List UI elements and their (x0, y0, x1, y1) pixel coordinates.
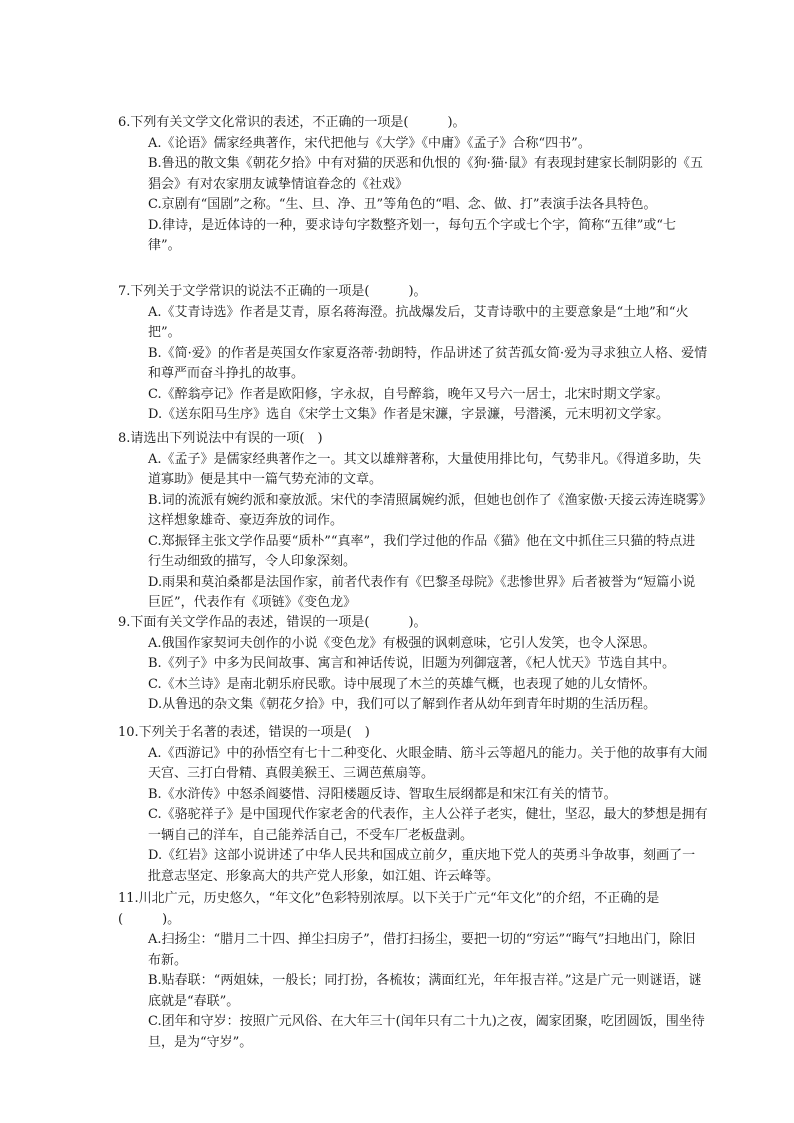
option-a: A.《孟子》是儒家经典著作之一。其文以雄辩著称，大量使用排比句，气势非凡。《得道多助，失道寡助》便是其中一篇气势充沛的文章。 (148, 451, 702, 487)
option-list (118, 450, 708, 614)
question-6 (118, 113, 708, 257)
option-b: B.贴春联：“两姐妹，一般长；同打扮，各梳妆；满面红光，年年报吉祥。”这是广元一则谜语，谜底就是“春联”。 (148, 973, 702, 1009)
option-list (118, 744, 708, 888)
option-list (118, 634, 708, 716)
option-c: C.团年和守岁：按照广元风俗、在大年三十(闰年只有二十九)之夜，阖家团聚，吃团圆饭，围坐待旦，是为“守岁”。 (148, 1014, 705, 1050)
question-7 (118, 282, 708, 426)
question-stem: 8.请选出下列说法中有误的一项( ) (118, 431, 323, 446)
option-d: D.雨果和莫泊桑都是法国作家，前者代表作有《巴黎圣母院》《悲惨世界》后者被誉为“短篇小说巨匠”，代表作有《项链》《变色龙》 (148, 574, 696, 610)
option-c: C.《木兰诗》是南北朝乐府民歌。诗中展现了木兰的英雄气概，也表现了她的儿女情怀。 (148, 676, 656, 692)
option-b: B.鲁迅的散文集《朝花夕拾》中有对猫的厌恶和仇恨的《狗·猫·鼠》有表现封建家长制阴影的《五猖会》有对农家朋友诚挚情谊眷念的《社戏》 (148, 156, 703, 192)
question-stem: 11.川北广元，历史悠久，“年文化”色彩特别浓厚。以下关于广元“年文化”的介绍，不正确的是( )。 (118, 891, 660, 927)
question-8 (118, 429, 708, 614)
question-stem: 6.下列有关文学文化常识的表述，不正确的一项是( )。 (118, 115, 466, 130)
option-d: D.《送东阳马生序》选自《宋学士文集》作者是宋濂，字景濂，号潜溪，元末明初文学家。 (148, 407, 670, 422)
option-d: D.律诗，是近体诗的一种，要求诗句字数整齐划一，每句五个字或七个字，简称“五律”或“七律”。 (148, 217, 677, 253)
option-b: B.《列子》中多为民间故事、寓言和神话传说，旧题为列御寇著，《杞人忧天》节选自其中。 (148, 656, 676, 671)
option-c: C.郑振铎主张文学作品要“质朴”“真率”，我们学过他的作品《猫》他在文中抓住三只猫的特点进行生动细致的描写，令人印象深刻。 (148, 533, 696, 569)
option-a: A.《论语》儒家经典著作，宋代把他与《大学》《中庸》《孟子》合称“四书”。 (148, 135, 591, 151)
option-d: D.《红岩》这部小说讲述了中华人民共和国成立前夕，重庆地下党人的英勇斗争故事，刻画了一批意志坚定、形象高大的共产党人形象，如江姐、许云峰等。 (148, 848, 696, 884)
question-stem: 7.下列关于文学常识的说法不正确的一项是( )。 (118, 284, 427, 299)
option-a: A.俄国作家契诃夫创作的小说《变色龙》有极强的讽刺意味，它引人发笑，也令人深思。 (148, 635, 656, 651)
option-a: A.《艾青诗选》作者是艾青，原名蒋海澄。抗战爆发后，艾青诗歌中的主要意象是“土地”和“火把”。 (148, 304, 689, 340)
question-9 (118, 613, 708, 716)
option-a: A.扫扬尘：“腊月二十四、掸尘扫房子”，借打扫扬尘，要把一切的“穷运”“晦气”扫地出门，除旧布新。 (148, 932, 696, 968)
question-11 (118, 889, 708, 1053)
option-b: B.词的流派有婉约派和豪放派。宋代的李清照属婉约派，但她也创作了《渔家傲·天接云涛连晓雾》这样想象雄奇、豪迈奔放的词作。 (148, 492, 706, 528)
option-a: A.《西游记》中的孙悟空有七十二种变化、火眼金睛、筋斗云等超凡的能力。关于他的故事有大闹天宫、三打白骨精、真假美猴王、三调芭蕉扇等。 (148, 745, 708, 781)
option-list (118, 134, 708, 257)
option-c: C.京剧有“国剧”之称。“生、旦、净、丑”等角色的“唱、念、做、打”表演手法各具特色。 (148, 197, 657, 212)
option-c: C.《醉翁亭记》作者是欧阳修，字永叔，自号醉翁，晚年又号六一居士，北宋时期文学家。 (148, 386, 669, 402)
question-10 (118, 723, 708, 887)
option-list (118, 930, 708, 1053)
option-b: B.《简·爱》的作者是英国女作家夏洛蒂·勃朗特，作品讲述了贫苦孤女简·爱为寻求独立人格、爱情和尊严而奋斗挣扎的故事。 (148, 345, 708, 381)
question-stem: 10.下列关于名著的表述，错误的一项是( ) (118, 725, 370, 740)
option-d: D.从鲁迅的杂文集《朝花夕拾》中，我们可以了解到作者从幼年到青年时期的生活历程。 (148, 697, 657, 712)
option-list (118, 303, 708, 426)
option-b: B.《水浒传》中怒杀阎婆惜、浔阳楼题反诗、智取生辰纲都是和宋江有关的情节。 (148, 786, 617, 802)
question-stem: 9.下面有关文学作品的表述，错误的一项是( )。 (118, 615, 427, 630)
option-c: C.《骆驼祥子》是中国现代作家老舍的代表作，主人公祥子老实，健壮，坚忍，最大的梦想是拥有一辆自己的洋车，自己能养活自己，不受车厂老板盘剥。 (148, 807, 708, 843)
